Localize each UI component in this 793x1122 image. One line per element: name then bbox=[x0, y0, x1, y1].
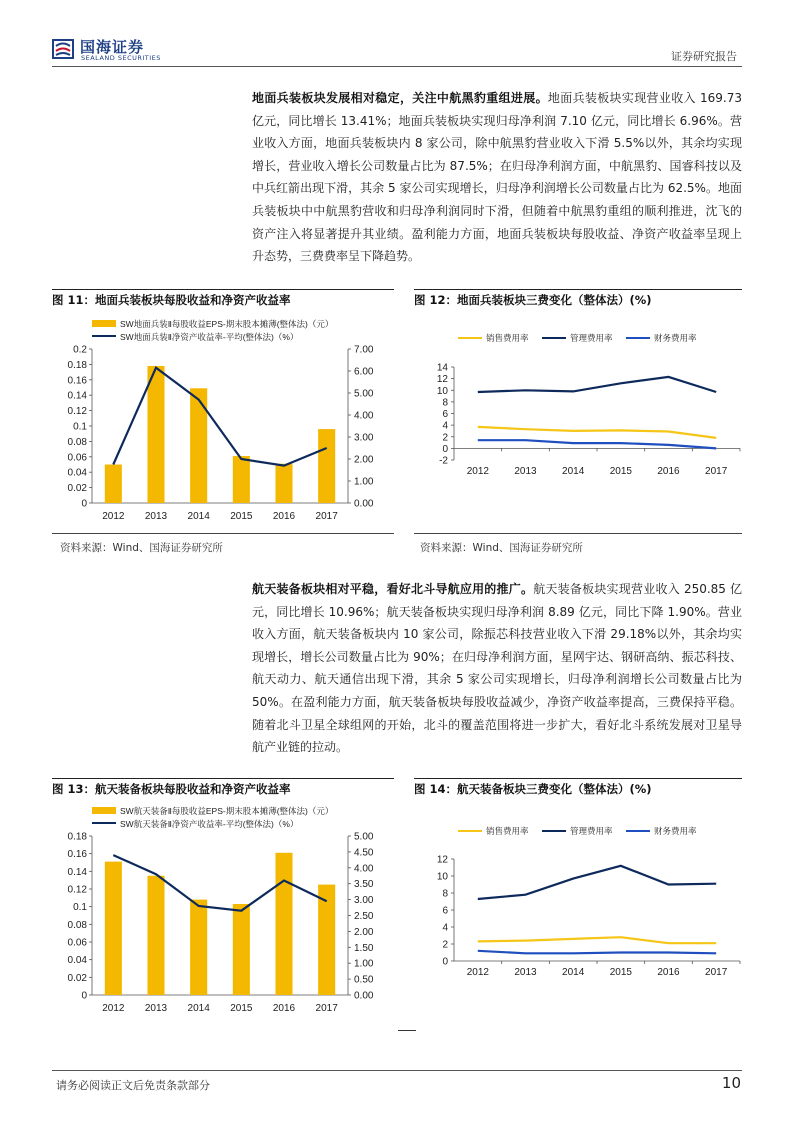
bar-2016 bbox=[275, 853, 292, 995]
figure-title: 图 14：航天装备板块三费变化（整体法）(%) bbox=[414, 778, 742, 799]
y-tick-label-right: 3.00 bbox=[354, 432, 374, 444]
y-tick-label: 6 bbox=[442, 409, 448, 420]
y-tick-label: 14 bbox=[436, 362, 448, 374]
y-tick-label-right: 0.50 bbox=[354, 974, 374, 986]
series-line-2 bbox=[478, 440, 716, 448]
y-tick-label-right: 2.00 bbox=[354, 926, 374, 938]
y-tick-label-left: 0.02 bbox=[67, 972, 87, 984]
chart-expense-ratio-ground bbox=[414, 312, 742, 528]
series-line-roe bbox=[113, 855, 326, 911]
x-tick-label: 2016 bbox=[272, 511, 296, 522]
y-tick-label-left: 0.18 bbox=[67, 359, 87, 371]
y-tick-label-right: 2.00 bbox=[354, 454, 374, 466]
x-tick-label: 2014 bbox=[187, 1003, 210, 1014]
y-tick-label-left: 0.1 bbox=[73, 421, 87, 433]
y-tick-label-left: 0.12 bbox=[67, 406, 87, 418]
y-tick-label-right: 0.00 bbox=[354, 990, 374, 1002]
y-tick-label-right: 1.00 bbox=[354, 476, 374, 488]
series-line-0 bbox=[478, 937, 716, 943]
x-tick-label: 2012 bbox=[102, 511, 125, 522]
y-tick-label-right: 7.00 bbox=[354, 344, 374, 356]
y-tick-label: 4 bbox=[442, 922, 448, 934]
y-tick-label: -2 bbox=[439, 455, 448, 467]
chart-expense-ratio-aerospace bbox=[414, 802, 742, 1024]
y-tick-label: 0 bbox=[442, 956, 448, 968]
legend-swatch-bar bbox=[92, 807, 116, 814]
y-tick-label-right: 4.00 bbox=[354, 410, 374, 422]
figure-title: 图 12：地面兵装板块三费变化（整体法）(%) bbox=[414, 289, 742, 310]
x-tick-label: 2017 bbox=[315, 511, 338, 522]
series-line-1 bbox=[478, 377, 716, 392]
legend-label: SW地面兵装Ⅱ每股收益EPS-期末股本摊薄(整体法)（元） bbox=[120, 319, 334, 329]
source-note: 资料来源：Wind、国海证券研究所 bbox=[420, 542, 583, 554]
y-tick-label-left: 0.16 bbox=[67, 849, 87, 861]
bar-2012 bbox=[105, 862, 122, 995]
x-tick-label: 2013 bbox=[144, 511, 168, 522]
x-tick-label: 2013 bbox=[144, 1003, 168, 1014]
x-tick-label: 2013 bbox=[514, 466, 537, 477]
y-tick-label-left: 0.12 bbox=[67, 884, 87, 896]
report-type-label: 证券研究报告 bbox=[671, 50, 737, 63]
chart-eps-roe-ground bbox=[52, 312, 394, 528]
y-tick-label-right: 1.00 bbox=[354, 958, 374, 970]
figure-title: 图 13：航天装备板块每股收益和净资产收益率 bbox=[52, 778, 394, 799]
y-tick-label-right: 1.50 bbox=[354, 942, 374, 954]
sealand-logo-icon bbox=[52, 38, 74, 60]
y-tick-label-left: 0 bbox=[81, 990, 87, 1002]
y-tick-label-right: 5.00 bbox=[354, 831, 374, 843]
paragraph-lead: 地面兵装板块发展相对稳定，关注中航黑豹重组进展。 bbox=[252, 91, 548, 105]
x-tick-label: 2012 bbox=[102, 1003, 125, 1014]
disclaimer-note: 请务必阅读正文后免责条款部分 bbox=[56, 1079, 210, 1092]
bar-2016 bbox=[275, 464, 292, 503]
x-tick-label: 2015 bbox=[609, 967, 632, 978]
legend-label: 管理费用率 bbox=[570, 826, 613, 836]
y-tick-label: 8 bbox=[442, 397, 448, 409]
x-tick-label: 2016 bbox=[272, 1003, 296, 1014]
y-tick-label-left: 0.18 bbox=[67, 831, 87, 843]
logo-name-en: SEALAND SECURITIES bbox=[81, 54, 161, 62]
y-tick-label-left: 0.04 bbox=[67, 467, 87, 479]
legend-label: SW地面兵装Ⅱ净资产收益率-平均(整体法)（%） bbox=[120, 332, 299, 342]
x-tick-label: 2012 bbox=[466, 967, 489, 978]
x-tick-label: 2016 bbox=[657, 466, 680, 477]
bar-2012 bbox=[105, 465, 122, 504]
x-tick-label: 2016 bbox=[657, 967, 680, 978]
header-divider bbox=[52, 66, 742, 67]
y-tick-label-right: 6.00 bbox=[354, 366, 374, 378]
page-number: 10 bbox=[721, 1074, 741, 1092]
x-tick-label: 2012 bbox=[466, 466, 489, 477]
series-line-1 bbox=[478, 866, 716, 899]
y-tick-label-right: 3.00 bbox=[354, 895, 374, 907]
source-divider bbox=[52, 533, 394, 534]
y-tick-label: 10 bbox=[436, 871, 448, 883]
legend-label: 销售费用率 bbox=[486, 333, 529, 343]
chart-eps-roe-aerospace bbox=[52, 802, 394, 1024]
y-tick-label-left: 0.04 bbox=[67, 955, 87, 967]
divider-dash bbox=[398, 1030, 416, 1031]
y-tick-label-right: 4.50 bbox=[354, 847, 374, 859]
x-tick-label: 2015 bbox=[230, 511, 253, 522]
paragraph-body: 地面兵装板块实现营业收入 169.73 亿元，同比增长 13.41%；地面兵装板块实现归母净利润 7.10 亿元，同比增长 6.96%。营业收入方面，地面兵装板块内 8 家公司，除中航黑豹营业收入下滑 5.5%以外，其余均实现增长，营业收入增长公司数量占比为 87.5%；在归母净利润方面，中航黑豹、国睿科技以及中兵红箭出现下滑，其余 5 家公司实现增长，归母净利润增长公司数量占比为 62.5%。地面兵装板块中中航黑豹营收和归母净利润同时下滑，但随着中航黑豹重组的顺利推进，沈飞的资产注入将显著提升其业绩。盈利能力方面，地面兵装板块每股收益、净资产收益率呈现上升态势，三费费率呈下降趋势。 bbox=[252, 91, 742, 264]
source-divider bbox=[414, 533, 742, 534]
legend-swatch-bar bbox=[92, 320, 116, 327]
legend-label: 管理费用率 bbox=[570, 333, 613, 343]
y-tick-label-left: 0.06 bbox=[67, 452, 87, 464]
legend-label: 销售费用率 bbox=[486, 826, 529, 836]
series-line-0 bbox=[478, 427, 716, 438]
legend-label: SW航天装备Ⅱ净资产收益率-平均(整体法)（%） bbox=[120, 819, 299, 829]
bar-2013 bbox=[147, 876, 164, 995]
series-line-roe bbox=[113, 368, 326, 466]
legend-label: 财务费用率 bbox=[654, 333, 697, 343]
y-tick-label-left: 0.2 bbox=[73, 344, 87, 356]
paragraph-aerospace-equipment bbox=[252, 578, 742, 759]
y-tick-label-left: 0.08 bbox=[67, 436, 87, 448]
bar-2015 bbox=[233, 456, 250, 503]
bar-2014 bbox=[190, 388, 207, 503]
y-tick-label-right: 2.50 bbox=[354, 911, 374, 922]
paragraph-lead: 航天装备板块相对平稳，看好北斗导航应用的推广。 bbox=[252, 582, 534, 596]
y-tick-label-left: 0.16 bbox=[67, 375, 87, 387]
x-tick-label: 2014 bbox=[187, 511, 210, 522]
bar-2017 bbox=[318, 429, 335, 503]
y-tick-label: 12 bbox=[436, 374, 448, 386]
bar-2015 bbox=[233, 904, 250, 995]
bar-2013 bbox=[147, 366, 164, 503]
y-tick-label-left: 0.1 bbox=[73, 902, 87, 914]
y-tick-label-right: 0.00 bbox=[354, 498, 374, 510]
legend-label: 财务费用率 bbox=[654, 826, 697, 836]
y-tick-label-left: 0 bbox=[81, 498, 87, 510]
y-tick-label: 4 bbox=[442, 420, 448, 432]
legend-label: SW航天装备Ⅱ每股收益EPS-期末股本摊薄(整体法)（元） bbox=[120, 806, 334, 816]
y-tick-label: 2 bbox=[442, 432, 448, 444]
x-tick-label: 2017 bbox=[315, 1003, 338, 1014]
y-tick-label: 10 bbox=[436, 385, 448, 397]
paragraph-body: 航天装备板块实现营业收入 250.85 亿元，同比增长 10.96%；航天装备板块实现归母净利润 8.89 亿元，同比下降 1.90%。营业收入方面，航天装备板块内 10 家公司，除振芯科技营业收入下滑 29.18%以外，其余均实现增长，增长公司数量占比为 90%；在归母净利润方面，星网宇达、钢研高纳、振芯科技、航天动力、航天通信出现下滑，其余 5 家公司实现增长，归母净利润增长公司数量占比为 50%。在盈利能力方面，航天装备板块每股收益减少，净资产收益率提高，三费保持平稳。随着北斗卫星全球组网的开始，北斗的覆盖范围将进一步扩大，看好北斗系统发展对卫星导航产业链的拉动。 bbox=[252, 582, 742, 755]
bar-2014 bbox=[190, 900, 207, 995]
x-tick-label: 2013 bbox=[514, 967, 537, 978]
y-tick-label-right: 5.00 bbox=[354, 388, 374, 400]
x-tick-label: 2015 bbox=[609, 466, 632, 477]
paragraph-ground-equipment bbox=[252, 87, 742, 268]
source-note: 资料来源：Wind、国海证券研究所 bbox=[60, 542, 223, 554]
series-line-2 bbox=[478, 951, 716, 954]
y-tick-label: 12 bbox=[436, 854, 448, 866]
x-tick-label: 2014 bbox=[562, 466, 585, 477]
y-tick-label: 8 bbox=[442, 888, 448, 900]
y-tick-label-left: 0.06 bbox=[67, 937, 87, 949]
footer-divider bbox=[52, 1070, 742, 1071]
x-tick-label: 2015 bbox=[230, 1003, 253, 1014]
logo-name-cn: 国海证券 bbox=[80, 38, 145, 56]
y-tick-label-right: 3.50 bbox=[354, 879, 374, 891]
y-tick-label-left: 0.02 bbox=[67, 483, 87, 495]
y-tick-label: 0 bbox=[442, 443, 448, 455]
y-tick-label-left: 0.14 bbox=[67, 866, 87, 878]
y-tick-label-left: 0.14 bbox=[67, 390, 87, 402]
y-tick-label-right: 4.00 bbox=[354, 863, 374, 875]
y-tick-label: 6 bbox=[442, 905, 448, 917]
x-tick-label: 2014 bbox=[562, 967, 585, 978]
y-tick-label-left: 0.08 bbox=[67, 919, 87, 931]
x-tick-label: 2017 bbox=[705, 466, 728, 477]
x-tick-label: 2017 bbox=[705, 967, 728, 978]
y-tick-label: 2 bbox=[442, 939, 448, 951]
figure-title: 图 11：地面兵装板块每股收益和净资产收益率 bbox=[52, 289, 394, 310]
